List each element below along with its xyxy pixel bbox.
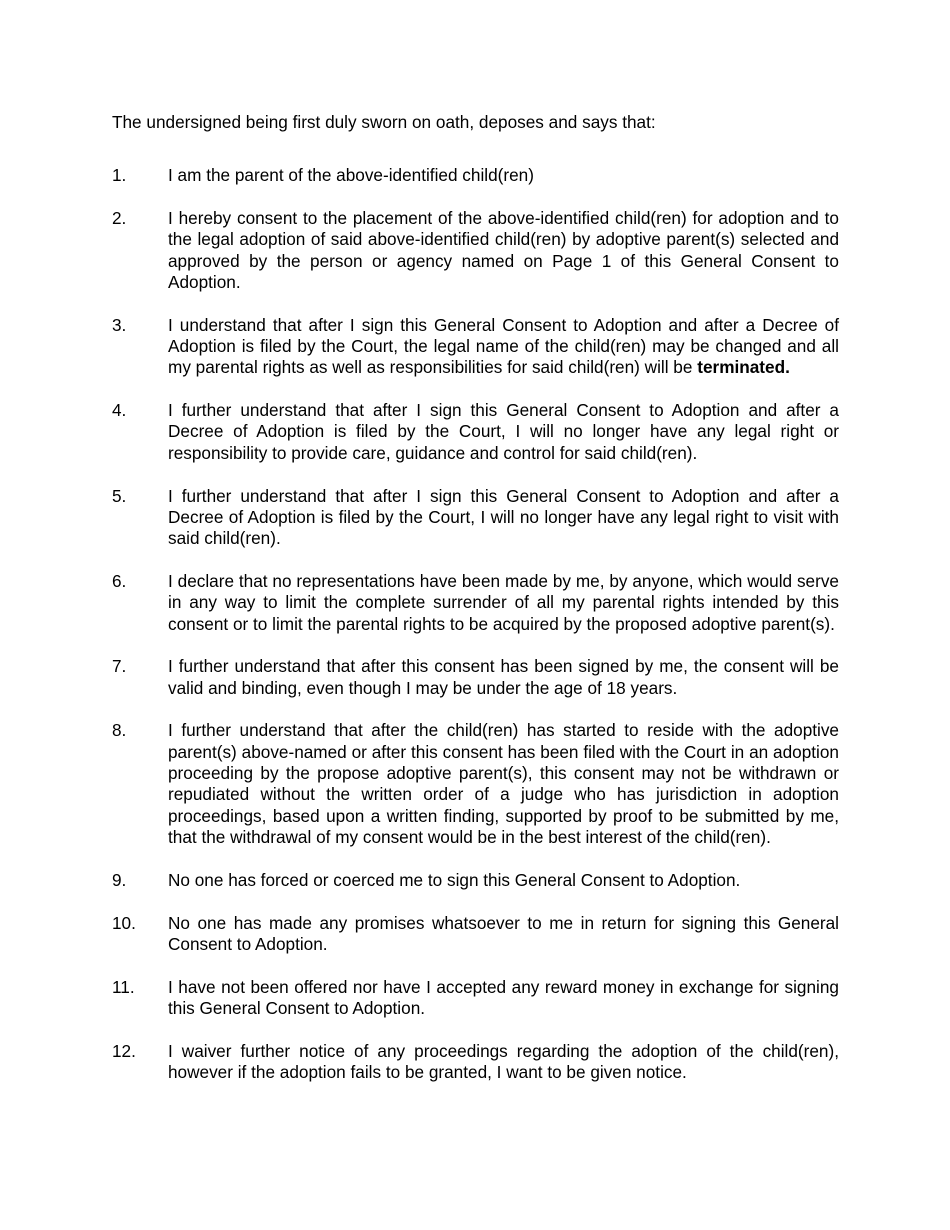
item-number: 8. bbox=[112, 720, 127, 741]
list-item-12 bbox=[112, 1041, 839, 1084]
item-number: 11. bbox=[112, 976, 135, 997]
list-item-5 bbox=[112, 486, 839, 550]
item-text: No one has made any promises whatsoever to me in return for signing this General Consent to Adoption. bbox=[168, 912, 839, 954]
item-number: 9. bbox=[112, 869, 127, 890]
item-text: I hereby consent to the placement of the above-identified child(ren) for adoption and to the legal adoption of said above-identified child(ren) by adoptive parent(s) selected and approved by the person or agency named on Page 1 of this General Consent to Adoption. bbox=[168, 208, 839, 292]
item-number: 4. bbox=[112, 400, 127, 421]
list-item-11 bbox=[112, 977, 839, 1020]
item-number: 10. bbox=[112, 912, 136, 933]
intro-paragraph: The undersigned being first duly sworn on oath, deposes and says that: bbox=[112, 112, 656, 132]
item-number: 3. bbox=[112, 314, 127, 335]
item-text-container bbox=[168, 315, 839, 379]
item-text: No one has forced or coerced me to sign this General Consent to Adoption. bbox=[168, 869, 741, 890]
item-text: I am the parent of the above-identified child(ren) bbox=[168, 165, 534, 186]
list-item-10 bbox=[112, 913, 839, 956]
item-text: I further understand that after I sign this General Consent to Adoption and after a Decree of Adoption is filed by the Court, I will no longer have any legal right or responsibility to provide care, guidance and control for said child(ren). bbox=[168, 400, 839, 463]
item-number: 12. bbox=[112, 1040, 136, 1061]
item-number: 6. bbox=[112, 570, 127, 591]
list-item-8 bbox=[112, 720, 839, 848]
list-item-1 bbox=[112, 165, 839, 186]
item-text: I further understand that after this consent has been signed by me, the consent will be valid and binding, even though I may be under the age of 18 years. bbox=[168, 656, 839, 698]
document-page bbox=[112, 112, 839, 1105]
item-text: I waiver further notice of any proceedings regarding the adoption of the child(ren), however if the adoption fails to be granted, I want to be given notice. bbox=[168, 1040, 839, 1082]
list-item-4 bbox=[112, 400, 839, 464]
item-number: 5. bbox=[112, 485, 127, 506]
item-number: 7. bbox=[112, 656, 127, 677]
list-item-3 bbox=[112, 315, 839, 379]
item-text: I understand that after I sign this General Consent to Adoption and after a Decree of Adoption is filed by the Court, the legal name of the child(ren) may be changed and all my parental rights as well as responsibilities for said child(ren) will be bbox=[168, 314, 839, 378]
item-text: I have not been offered nor have I accepted any reward money in exchange for signing this General Consent to Adoption. bbox=[168, 976, 839, 1018]
consent-statement-list bbox=[112, 165, 839, 1083]
list-item-9 bbox=[112, 870, 839, 891]
list-item-6 bbox=[112, 571, 839, 635]
item-number: 2. bbox=[112, 208, 127, 229]
list-item-2 bbox=[112, 208, 839, 293]
item-number: 1. bbox=[112, 165, 127, 186]
item-text: I further understand that after the child(ren) has started to reside with the adoptive parent(s) above-named or after this consent has been filed with the Court in an adoption proceeding by the propose adoptive parent(s), this consent may not be withdrawn or repudiated without the written order of a judge who has jurisdiction in adoption proceedings, based upon a written finding, supported by proof to be submitted by me, that the withdrawal of my consent would be in the best interest of the child(ren). bbox=[168, 720, 839, 847]
list-item-7 bbox=[112, 656, 839, 699]
item-text: I declare that no representations have been made by me, by anyone, which would serve in any way to limit the complete surrender of all my parental rights intended by this consent or to limit the parental rights to be acquired by the proposed adoptive parent(s). bbox=[168, 570, 839, 634]
item-text-bold: terminated. bbox=[697, 357, 790, 378]
item-text: I further understand that after I sign this General Consent to Adoption and after a Decree of Adoption is filed by the Court, I will no longer have any legal right to visit with said child(ren). bbox=[168, 485, 839, 549]
